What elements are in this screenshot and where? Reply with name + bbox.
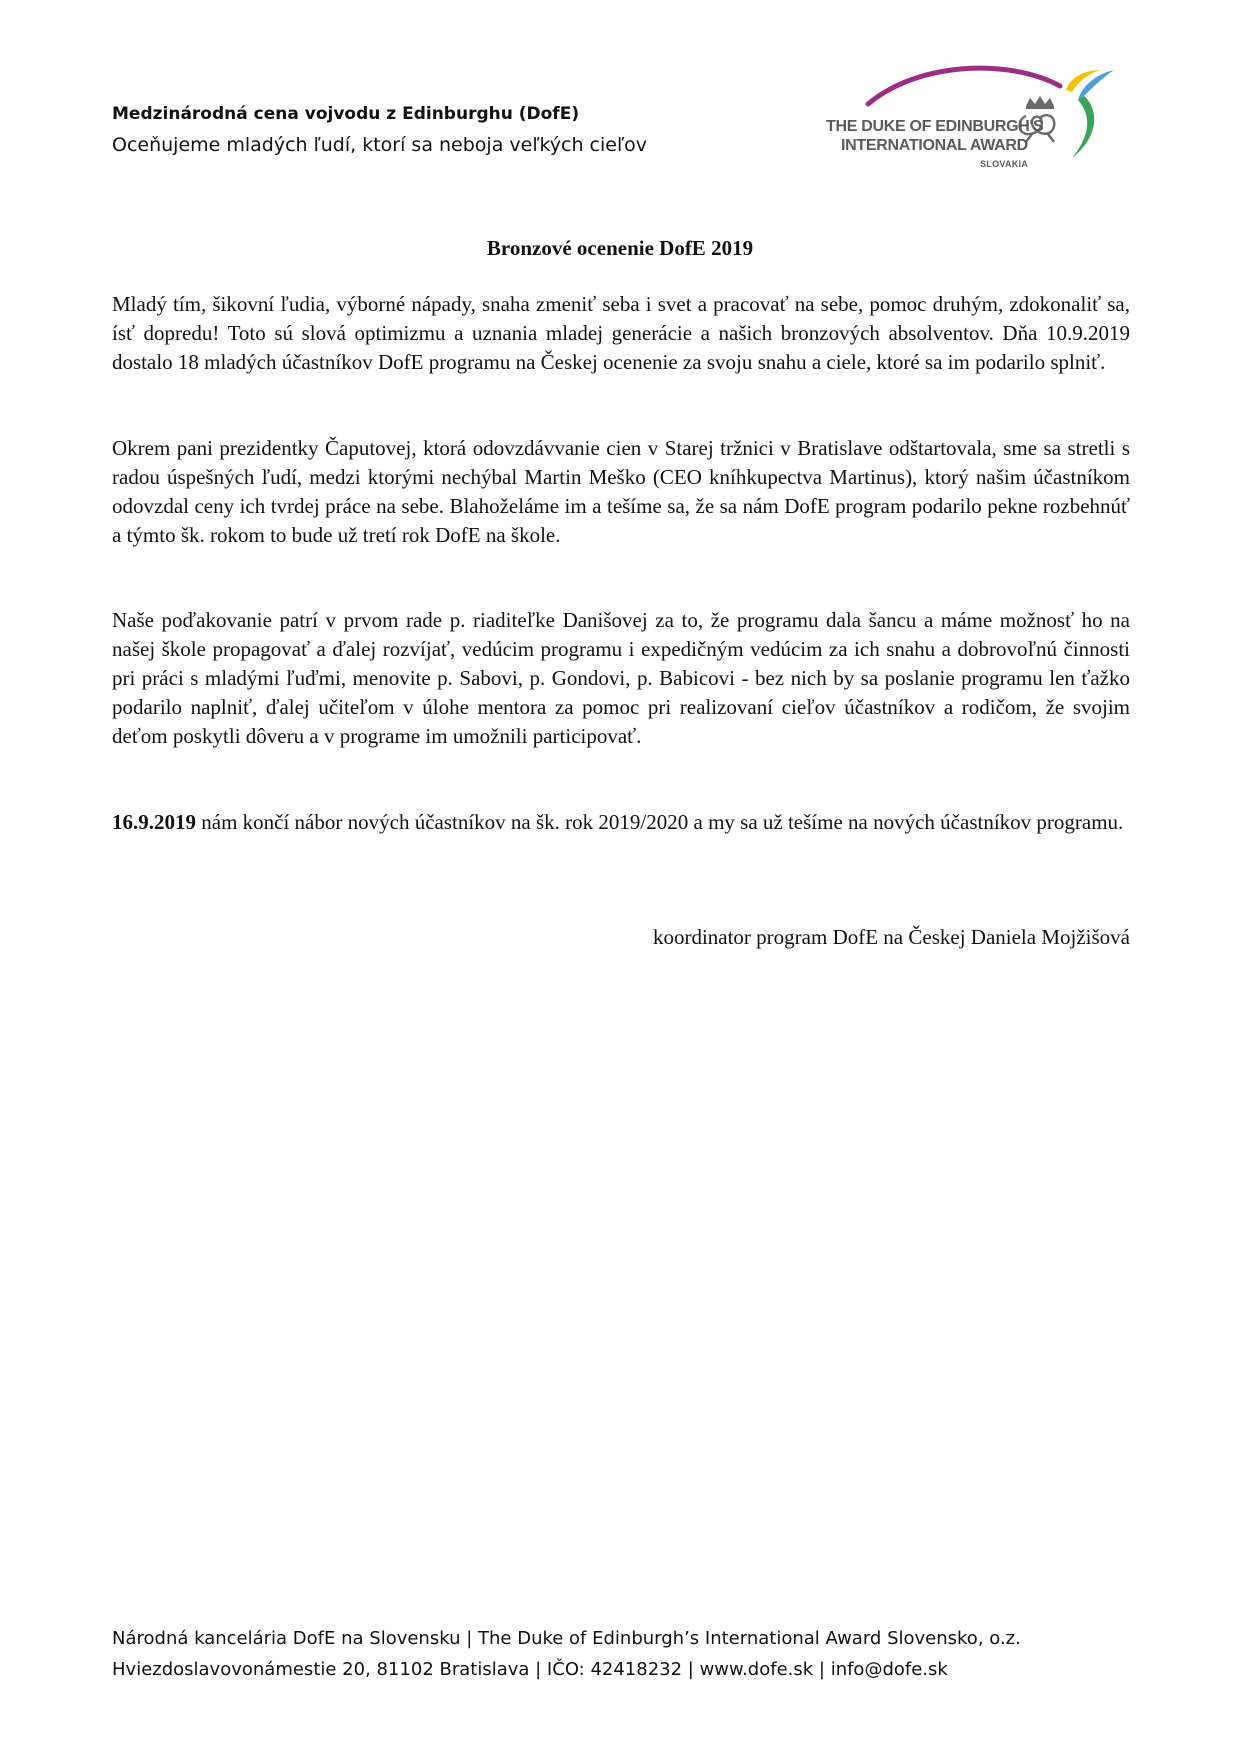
logo-text-line3: SLOVAKIA [980, 159, 1029, 169]
recruitment-end-date: 16.9.2019 [112, 810, 196, 834]
logo-text-line1: THE DUKE OF EDINBURGH'S [826, 118, 1044, 135]
paragraph-4-text: nám končí nábor nových účastníkov na šk. rok 2019/2020 a my sa už tešíme na nových účastníkov programu. [196, 810, 1124, 834]
paragraph-3: Naše poďakovanie patrí v prvom rade p. riaditeľke Danišovej za to, že programu dala šancu a máme možnosť ho na našej škole propagovať a ďalej rozvíjať, vedúcim programu i expedičným vedúcim za ich snahu a dobrovoľnú činnosti pri práci s mladými ľuďmi, menovite p. Sabovi, p. Gondovi, p. Babicovi - bez nich by sa poslanie programu len ťažko podarilo naplniť, ďalej učiteľom v úlohe mentora za pomoc pri realizovaní cieľov účastníkov a rodičom, že svojim deťom poskytli dôveru a v programe im umožnili participovať. [112, 608, 1130, 748]
paragraph-2: Okrem pani prezidentky Čaputovej, ktorá odovzdávvanie cien v Starej tržnici v Bratislave odštartovala, sme sa stretli s radou úspešných ľudí, medzi ktorými nechýbal Martin Meško (CEO kníhkupectva Martinus), ktorý našim účastníkom odovzdal ceny ich tvrdej práce na sebe. Blahoželáme im a tešíme sa, že sa nám DofE program podarilo pekne rozbehnúť a týmto šk. rokom to bude už tretí rok DofE na škole. [112, 436, 1130, 547]
footer-line-2: Hviezdoslavovonámestie 20, 81102 Bratislava | IČO: 42418232 | www.dofe.sk | info@dofe.sk [112, 1659, 948, 1680]
header-tagline: Oceňujeme mladých ľudí, ktorí sa neboja veľkých cieľov [112, 134, 647, 156]
header-organization: Medzinárodná cena vojvodu z Edinburghu (DofE) [112, 104, 580, 124]
logo-bird-body [1072, 96, 1094, 158]
signature: koordinator program DofE na Českej Daniela Mojžišová [652, 925, 1130, 949]
footer-line-1: Národná kancelária DofE na Slovensku | The Duke of Edinburgh’s International Award Slovensko, o.z. [112, 1628, 1021, 1649]
logo-text-line2: INTERNATIONAL AWARD [841, 137, 1028, 154]
paragraph-4 [112, 808, 1130, 837]
document-title: Bronzové ocenenie DofE 2019 [486, 236, 754, 260]
logo-arc [868, 68, 1060, 104]
dofe-logo [808, 60, 1140, 178]
crown-icon [1026, 96, 1054, 109]
paragraph-1: Mladý tím, šikovní ľudia, výborné nápady, snaha zmeniť seba i svet a pracovať na sebe, pomoc druhým, zdokonaliť sa, ísť dopredu! Toto sú slová optimizmu a uznania mladej generácie a našich bronzových absolventov. Dňa 10.9.2019 dostalo 18 mladých účastníkov DofE programu na Českej ocenenie za svoju snahu a ciele, ktoré sa im podarilo splniť. [112, 292, 1130, 374]
